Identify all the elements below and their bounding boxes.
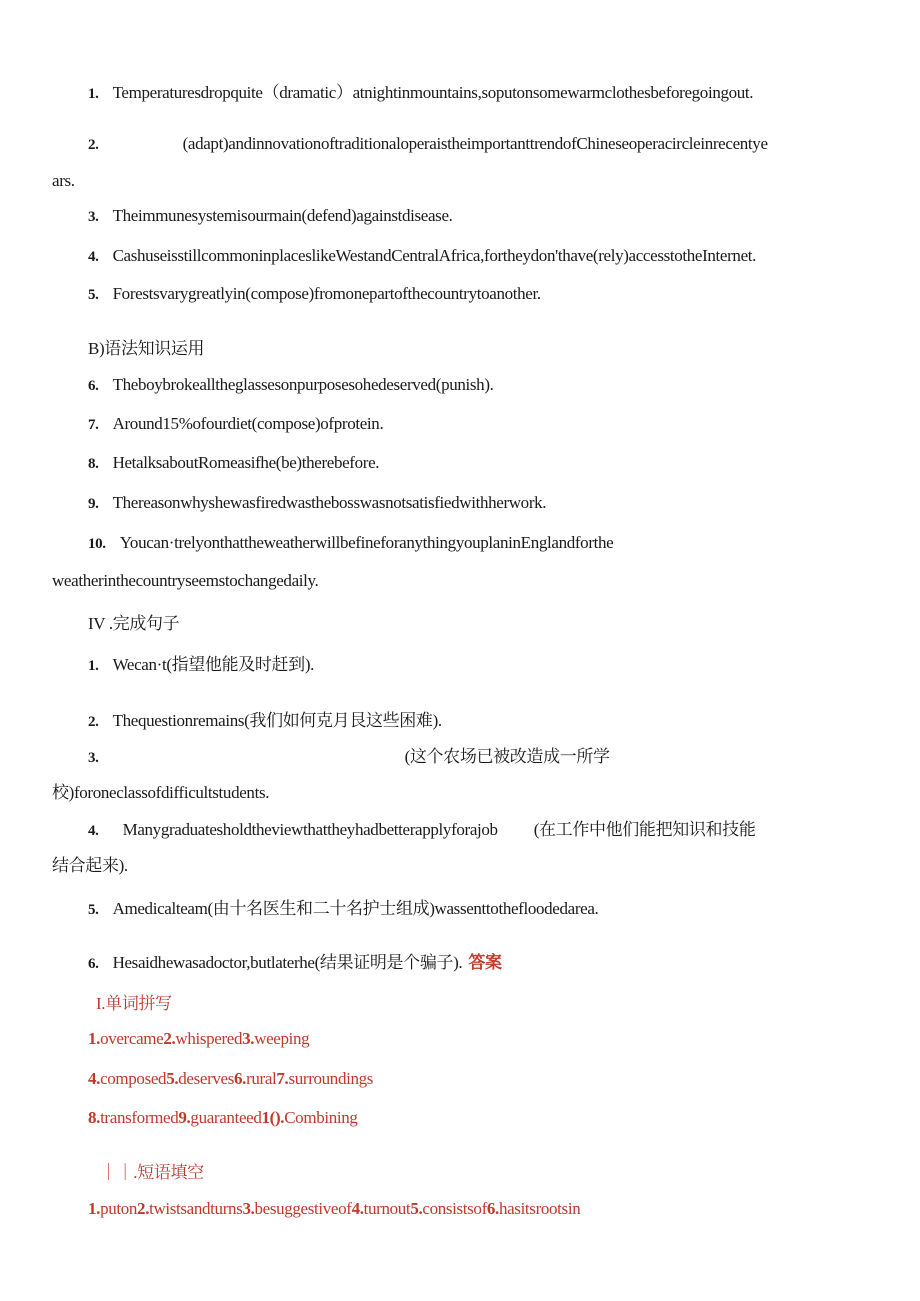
item-text: Temperaturesdropquite（dramatic）atnightinmountains,soputonsomewarmclothesbeforegoingout.	[112, 83, 754, 102]
item-2-continued	[52, 171, 75, 191]
item-text-continued: 校)foroneclassofdifficultstudents.	[52, 783, 270, 802]
item-text-continued: ars.	[52, 171, 75, 190]
answer-word: composed	[100, 1069, 167, 1088]
item-number: 10.	[88, 536, 106, 552]
answer-word: Combining	[284, 1108, 358, 1127]
item-text: Manygraduatesholdtheviewthattheyhadbetterapplyforajob	[122, 820, 498, 839]
item-7	[88, 414, 383, 434]
answer-label: 答案	[468, 953, 502, 972]
answers-part1-title: I.单词拼写	[96, 994, 172, 1013]
answer-num: 8.	[88, 1108, 101, 1127]
answer-num: 4.	[88, 1069, 101, 1088]
item-text: (这个农场已被改造成一所学	[404, 747, 610, 766]
answer-word: twistsandturns	[149, 1199, 243, 1218]
answer-num: 3.	[242, 1199, 255, 1218]
item-5	[88, 284, 541, 304]
item-text: Hesaidhewasadoctor,butlaterhe(结果证明是个骗子).	[112, 953, 463, 972]
section-b-title: B)语法知识运用	[88, 339, 205, 358]
item-text: Thequestionremains(我们如何克月艮这些困难).	[112, 711, 442, 730]
item-number: 6.	[88, 378, 99, 394]
item-text-continued: weatherinthecountryseemstochangedaily.	[52, 571, 319, 590]
answer-word: weeping	[254, 1029, 310, 1048]
answer-num: 1.	[88, 1029, 101, 1048]
answer-word: overcame	[100, 1029, 164, 1048]
answer-num: 5.	[410, 1199, 423, 1218]
s4-item-4-continued	[52, 851, 128, 876]
answer-num: 5.	[166, 1069, 179, 1088]
s4-item-5	[88, 894, 598, 919]
item-number: 4.	[88, 249, 99, 265]
item-text: Amedicalteam(由十名医生和二十名护士组成)wassenttothefloodedarea.	[112, 899, 599, 918]
item-8	[88, 453, 379, 473]
item-text: Youcan·trelyonthattheweatherwillbefineforanythingyouplaninEnglandforthe	[119, 533, 614, 552]
answer-num: 9.	[178, 1108, 191, 1127]
answer-word: besuggestiveof	[254, 1199, 352, 1218]
item-text-continued: 结合起来).	[52, 856, 128, 875]
answer-num: 6.	[486, 1199, 499, 1218]
answer-num: 6.	[234, 1069, 247, 1088]
answer-word: puton	[100, 1199, 138, 1218]
answers-part2-title: ｜｜.短语填空	[100, 1163, 204, 1182]
item-number: 7.	[88, 417, 99, 433]
answer-num: 4.	[351, 1199, 364, 1218]
item-text: CashuseisstillcommoninplaceslikeWestandCentralAfrica,fortheydon'thave(rely)accesstotheInternet.	[112, 246, 757, 265]
answer-word: consistsof	[422, 1199, 487, 1218]
answers-line-2	[88, 1069, 373, 1089]
item-1	[88, 78, 753, 103]
item-number: 5.	[88, 287, 99, 303]
answer-num: 1.	[88, 1199, 101, 1218]
answer-word: surroundings	[288, 1069, 374, 1088]
item-text: Thereasonwhyshewasfiredwasthebosswasnotsatisfiedwithherwork.	[112, 493, 547, 512]
item-text: Around15%ofourdiet(compose)ofprotein.	[112, 414, 384, 433]
item-number: 6.	[88, 956, 99, 972]
s4-item-2	[88, 706, 442, 731]
item-6	[88, 375, 494, 395]
item-2	[88, 134, 768, 154]
item-text: Theimmunesystemisourmain(defend)againstdisease.	[112, 206, 453, 225]
item-number: 1.	[88, 658, 99, 674]
s4-item-3-continued	[52, 778, 269, 803]
item-number: 1.	[88, 86, 99, 102]
item-4	[88, 246, 756, 266]
item-text: Theboybrokealltheglassesonpurposesohedeserved(punish).	[112, 375, 494, 394]
item-number: 3.	[88, 750, 99, 766]
answer-num: 3.	[242, 1029, 255, 1048]
item-number: 3.	[88, 209, 99, 225]
item-number: 9.	[88, 496, 99, 512]
item-text-cn: (在工作中他们能把知识和技能	[533, 820, 756, 839]
answers-line-4	[88, 1199, 580, 1219]
item-text: Wecan·t(指望他能及时赶到).	[112, 655, 315, 674]
answer-num: 1().	[261, 1108, 285, 1127]
answer-word: whispered	[175, 1029, 243, 1048]
answer-num: 2.	[163, 1029, 176, 1048]
s4-item-1	[88, 650, 314, 675]
item-number: 4.	[88, 823, 99, 839]
answer-word: guaranteed	[190, 1108, 262, 1127]
item-number: 2.	[88, 714, 99, 730]
item-text: Forestsvarygreatlyin(compose)fromonepartofthecountrytoanother.	[112, 284, 541, 303]
s4-item-4	[88, 815, 755, 840]
s4-item-3	[88, 742, 610, 767]
item-10-continued	[52, 571, 318, 591]
answer-num: 2.	[137, 1199, 150, 1218]
item-10	[88, 533, 613, 553]
answer-word: deserves	[178, 1069, 234, 1088]
s4-item-6	[88, 948, 502, 973]
item-3	[88, 206, 453, 226]
section-4-title: IV .完成句子	[88, 614, 180, 633]
answer-word: rural	[246, 1069, 277, 1088]
item-number: 5.	[88, 902, 99, 918]
item-number: 8.	[88, 456, 99, 472]
item-9	[88, 493, 546, 513]
answer-word: hasitsrootsin	[498, 1199, 581, 1218]
answer-num: 7.	[276, 1069, 289, 1088]
item-text: (adapt)andinnovationoftraditionaloperaistheimportanttrendofChineseoperacircleinrecentye	[182, 134, 768, 153]
answers-line-1	[88, 1029, 309, 1049]
answers-line-3	[88, 1108, 358, 1128]
item-number: 2.	[88, 137, 99, 153]
answer-word: transformed	[100, 1108, 179, 1127]
item-text: HetalksaboutRomeasifhe(be)therebefore.	[112, 453, 380, 472]
answer-word: turnout	[363, 1199, 411, 1218]
